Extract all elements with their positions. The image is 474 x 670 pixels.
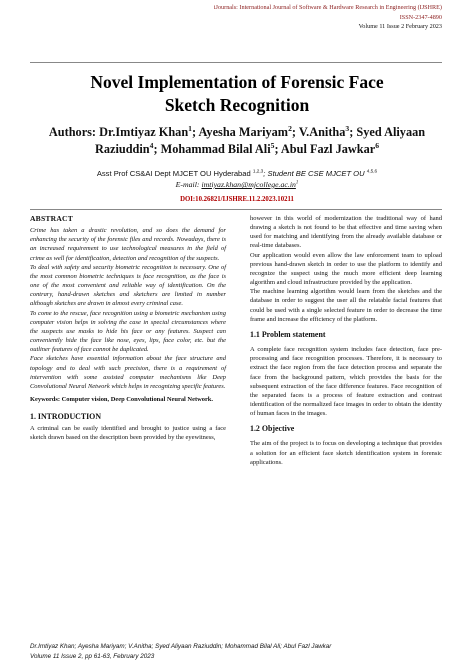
authors-prefix: Authors: [48,125,100,139]
header-divider [30,62,442,63]
author-3: ; V.Anitha [291,125,346,139]
author-2: ; Ayesha Mariyam [191,125,289,139]
author-2-sup: 2 [288,123,292,133]
keywords [30,395,226,404]
keywords-text: : Computer vision, Deep Convolutional Neural Network. [57,395,214,403]
problem-statement-heading: 1.1 Problem statement [250,329,326,339]
journal-name: iJournals: International Journal of Software & Hardware Research in Engineering (IJSHRE) [213,4,442,11]
affiliation-dept-1: Asst Prof CS&AI Dept MJCET OU Hyderabad [96,169,253,178]
abstract-heading: ABSTRACT [30,214,73,223]
email-sup: 1 [295,180,299,186]
problem-statement-text: A complete face recognition system includes face detection, face pre-processing and face recognition processes. Therefore, it is necessary to extract the face region from the face detection process and separate the face from the background pattern, which provides the basis for the subsequent extraction of the face difference features. Face recognition of the separated faces is a process of feature extraction and contrast identification of the normalized face images in order to obtain the identity of human faces in the images. [250,346,442,418]
author-list [30,124,444,158]
left-column [30,214,226,443]
abstract-paragraph-3: To come to the rescue, face recognition using a biometric mechanism using computer vision helps in solving the case in special circumstances where the suspects use masks to hide his face or any features. Suspect can conveniently hide the face like nose, eyes, lips, face color, etc. but the outliner features of face cannot be duplicated. [30,309,226,354]
journal-volume: Volume 11 Issue 2 February 2023 [358,23,442,30]
footer-citation: Volume 11 Issue 2, pp 61-63, February 2023 [30,653,155,660]
abstract-paragraph-1: Crime has taken a drastic revolution, and so does the demand for enhancing the security of the forensic files and records. Nowadays, there is an increased requirement to use technological measures in the field of crime as well for identification, detection and recognition of the suspects. [30,227,226,262]
keywords-label: Keywords [30,395,58,403]
affiliation-line [30,168,444,179]
right-column [250,214,442,467]
author-1-sup: 1 [188,123,192,133]
doi-line: DOI:10.26821/IJSHRE.11.2.2023.10211 [180,196,294,203]
title-line-2: Sketch Recognition [164,95,310,115]
intro-heading: 1. INTRODUCTION [30,412,102,422]
journal-issn: ISSN-2347-4890 [399,13,442,21]
intro-text: A criminal can be easily identified and brought to justice using a face sketch drawn based on the description been provided by the eyewitness, [30,425,226,442]
author-5: ; Mohammad Bilal Ali [153,142,271,156]
paper-title [40,71,434,117]
abstract-paragraph-4: Face sketches have essential information about the face structure and topology and to deal with such precision, there is a requirement of intervention with some assisted computer mechanisms like Deep Convolutional Neural Network which helps in recognizing specific features. [30,355,226,390]
author-6-sup: 6 [375,140,380,150]
title-line-1: Novel Implementation of Forensic Face [90,72,384,92]
page-footer [30,642,444,662]
author-4: ; Syed Aliyaan Raziuddin [94,125,426,156]
affiliation-dept-1-sup: 1,2,3 [252,168,264,174]
affiliation-block [30,168,444,190]
right-body [250,214,442,324]
doi-divider [30,209,442,210]
footer-authors: Dr.Imtiyaz Khan; Ayesha Mariyam; V.Anitha; Syed Aliyaan Raziuddin; Mohammad Bilal Ali; Abul Fazl Jawkar [30,643,332,650]
affiliation-dept-2: ; Student BE CSE MJCET OU [263,169,367,178]
journal-header [214,3,442,32]
right-paragraph-3: The machine learning algorithm would learn from the sketches and the database in order to suggest the user all the relatable facial features that could be used with a single selected feature in order to decrease the time frame and increase the efficiency of the platform. [250,288,442,323]
author-5-sup: 5 [270,140,275,150]
affiliation-dept-2-sup: 4,5,6 [366,168,378,174]
email-link[interactable]: imtiyaz.khan@mjcollege.ac.in [201,180,296,189]
objective-text: The aim of the project is to focus on developing a technique that provides a solution for an efficient face sketch identification system in forensic applications. [250,440,442,466]
author-1: Dr.Imtiyaz Khan [99,125,189,139]
author-4-sup: 4 [149,140,154,150]
author-3-sup: 3 [345,123,350,133]
right-paragraph-2: Our application would even allow the law enforcement team to upload previous hand-drawn sketch in order to use the platform to identify and recognize the suspect using the much more efficient deep learning algorithm and cloud infrastructure provided by the application. [250,251,442,287]
email-label: E-mail: [175,180,202,189]
right-paragraph-1: however in this world of modernization the traditional way of hand drawing a sketch is not found to be that effective and time saving when used for matching and identifying from the already available database or real-time databases. [250,215,442,250]
author-6: ; Abul Fazl Jawkar [274,142,376,156]
abstract-paragraph-2: To deal with safety and security biometric recognition is necessary. One of the most common biometric techniques is face recognition, as the face is one of the most convenient and reliable way of identification. On the contrary, hand-drawn sketches and sketchers are limited in number although sketches are drawn in almost every criminal case. [30,263,226,308]
abstract-body [30,226,226,391]
email-line [30,179,444,190]
objective-heading: 1.2 Objective [250,424,295,434]
